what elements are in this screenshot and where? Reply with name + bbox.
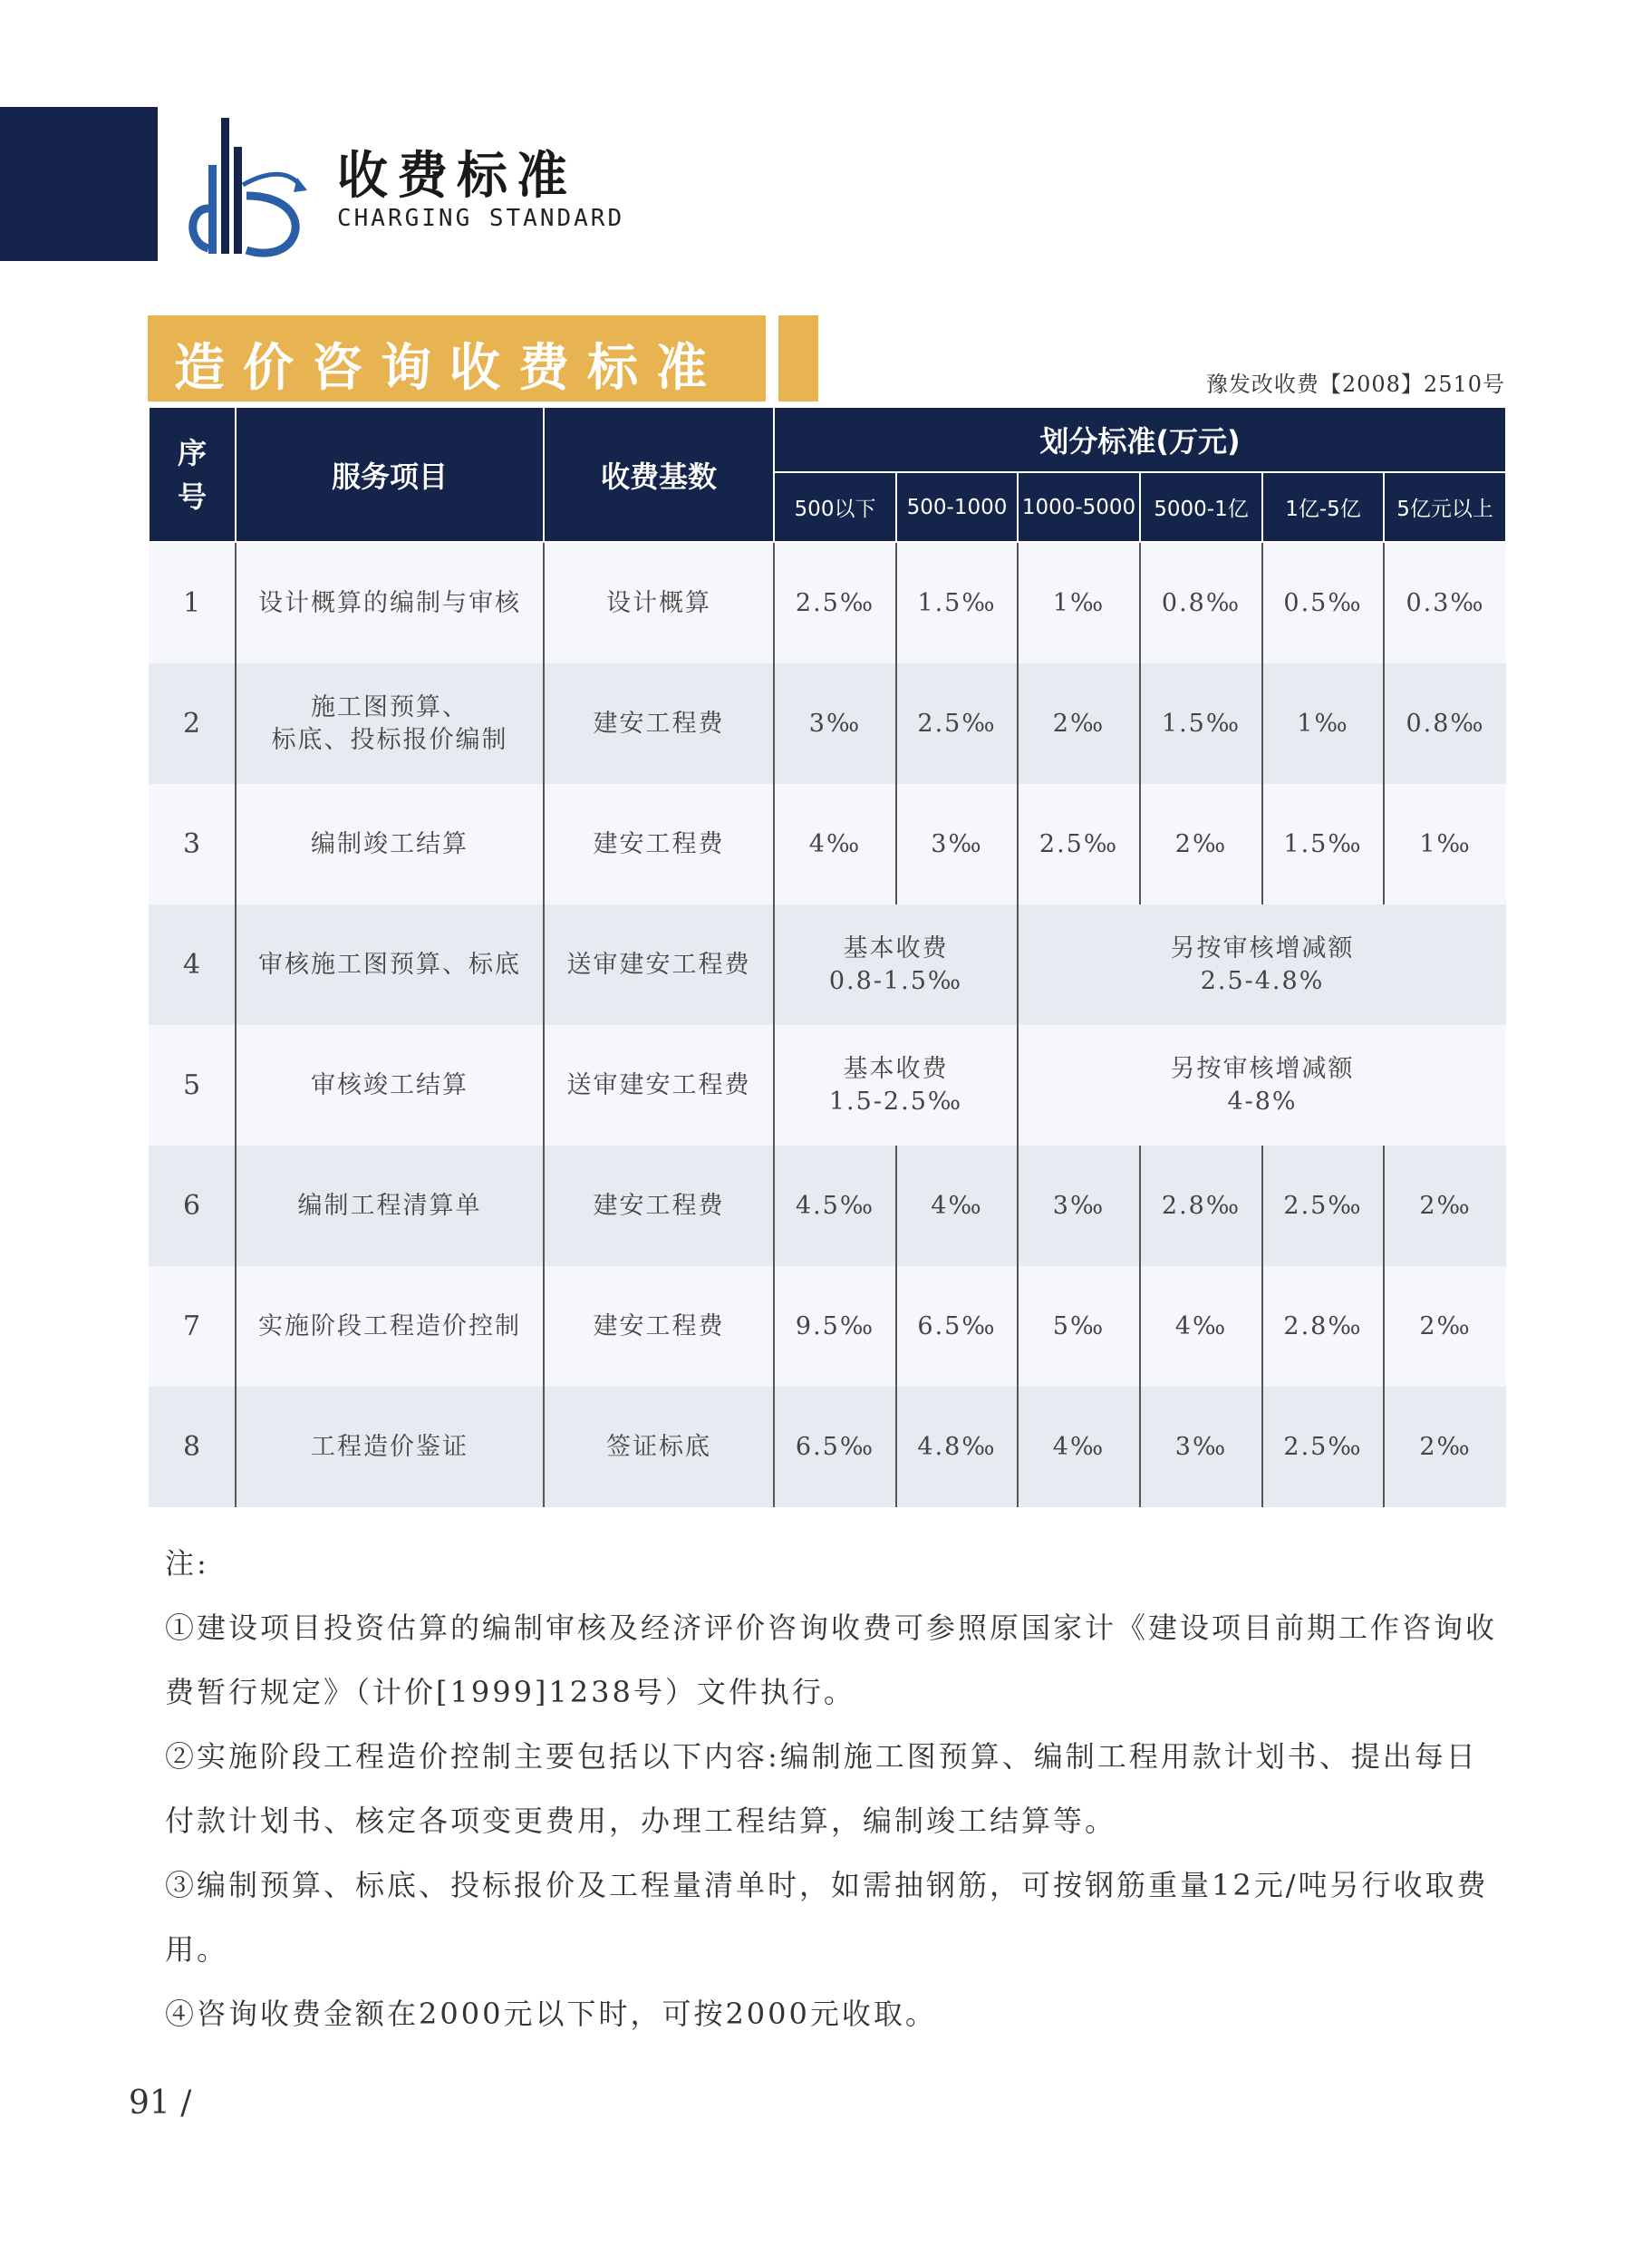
header-tier-group: 划分标准(万元): [774, 407, 1506, 472]
row-rate: 6.5‰: [896, 1266, 1018, 1387]
section-title-tab: [778, 315, 818, 401]
row-service-item: 工程造价鉴证: [236, 1387, 544, 1507]
row-rate: 2.5‰: [1018, 784, 1140, 904]
document-reference: 豫发改收费【2008】2510号: [1205, 372, 1505, 397]
row-basic-fee: [774, 904, 1018, 1025]
row-fee-base: 签证标底: [544, 1387, 774, 1507]
header-subtitle: CHARGING STANDARD: [337, 205, 625, 232]
row-rate: 4‰: [774, 784, 896, 904]
row-index: 3: [149, 784, 236, 904]
company-logo-icon: [181, 107, 308, 261]
row-service-item: 审核竣工结算: [236, 1025, 544, 1146]
row-index: 4: [149, 904, 236, 1025]
row-service-item: 编制竣工结算: [236, 784, 544, 904]
row-fee-base: 建安工程费: [544, 1146, 774, 1266]
header-fee-base: 收费基数: [544, 407, 774, 542]
row-rate: 2‰: [1384, 1146, 1506, 1266]
row-rate: 2.5‰: [774, 542, 896, 663]
row-rate: 3‰: [1018, 1146, 1140, 1266]
extra-fee-label: 另按审核增减额: [1170, 1054, 1355, 1083]
header-tier: 1亿-5亿: [1262, 472, 1384, 542]
row-fee-base: 建安工程费: [544, 1266, 774, 1387]
row-rate: 1.5‰: [896, 542, 1018, 663]
header-tier: 5亿元以上: [1384, 472, 1506, 542]
row-extra-fee: [1018, 1025, 1506, 1146]
row-rate: 4‰: [896, 1146, 1018, 1266]
row-rate: 1‰: [1384, 784, 1506, 904]
row-index: 2: [149, 663, 236, 784]
row-rate: 2‰: [1384, 1266, 1506, 1387]
table-row: [149, 1146, 1506, 1266]
row-rate: 6.5‰: [774, 1387, 896, 1507]
table-row: [149, 1387, 1506, 1507]
row-service-item-line: 施工图预算、: [311, 692, 469, 721]
row-rate: 3‰: [896, 784, 1018, 904]
header-index: 序号: [149, 407, 236, 542]
row-extra-fee: [1018, 904, 1506, 1025]
row-rate: 2‰: [1384, 1387, 1506, 1507]
row-rate: 1.5‰: [1262, 784, 1384, 904]
row-rate: 4.5‰: [774, 1146, 896, 1266]
header-tier: 1000-5000: [1018, 472, 1140, 542]
row-rate: 3‰: [1140, 1387, 1262, 1507]
extra-fee-label: 另按审核增减额: [1170, 933, 1355, 962]
note-item: ①建设项目投资估算的编制审核及经济评价咨询收费可参照原国家计《建设项目前期工作咨询收费暂行规定》（计价[1999]1238号）文件执行。: [165, 1610, 1498, 1709]
row-rate: 2.5‰: [1262, 1146, 1384, 1266]
row-rate: 0.8‰: [1384, 663, 1506, 784]
row-rate: 1‰: [1018, 542, 1140, 663]
row-index: 7: [149, 1266, 236, 1387]
row-service-item: [236, 663, 544, 784]
row-index: 6: [149, 1146, 236, 1266]
header-service-item: 服务项目: [236, 407, 544, 542]
row-basic-fee: [774, 1025, 1018, 1146]
row-rate: 1‰: [1262, 663, 1384, 784]
table-row: [149, 784, 1506, 904]
header-tier: 500以下: [774, 472, 896, 542]
row-rate: 2‰: [1140, 784, 1262, 904]
note-item: ④咨询收费金额在2000元以下时，可按2000元收取。: [165, 1997, 937, 2031]
basic-fee-rate: 0.8-1.5‰: [828, 966, 963, 995]
table-row: [149, 1025, 1506, 1146]
row-service-item-line: 标底、投标报价编制: [271, 725, 508, 754]
row-fee-base: 建安工程费: [544, 784, 774, 904]
row-rate: 0.8‰: [1140, 542, 1262, 663]
row-service-item: 实施阶段工程造价控制: [236, 1266, 544, 1387]
header-title: 收费标准: [337, 147, 576, 206]
basic-fee-label: 基本收费: [843, 933, 949, 962]
row-rate: 4‰: [1140, 1266, 1262, 1387]
row-rate: 0.5‰: [1262, 542, 1384, 663]
notes-heading: 注:: [165, 1546, 209, 1581]
basic-fee-rate: 1.5-2.5‰: [828, 1087, 963, 1116]
extra-fee-rate: 2.5-4.8%: [1200, 966, 1325, 995]
row-fee-base: 设计概算: [544, 542, 774, 663]
row-service-item: 设计概算的编制与审核: [236, 542, 544, 663]
table-row: [149, 1266, 1506, 1387]
row-rate: 4‰: [1018, 1387, 1140, 1507]
extra-fee-rate: 4-8%: [1227, 1087, 1298, 1116]
row-rate: 4.8‰: [896, 1387, 1018, 1507]
row-rate: 1.5‰: [1140, 663, 1262, 784]
row-rate: 0.3‰: [1384, 542, 1506, 663]
row-service-item: 审核施工图预算、标底: [236, 904, 544, 1025]
row-fee-base: 建安工程费: [544, 663, 774, 784]
row-rate: 2.5‰: [896, 663, 1018, 784]
row-fee-base: 送审建安工程费: [544, 904, 774, 1025]
header-tier: 5000-1亿: [1140, 472, 1262, 542]
fee-standard-table: [148, 406, 1507, 1507]
page-number: 91 /: [129, 2084, 192, 2122]
row-fee-base: 送审建安工程费: [544, 1025, 774, 1146]
notes-section: [165, 1532, 1506, 2046]
row-index: 8: [149, 1387, 236, 1507]
header-tier: 500-1000: [896, 472, 1018, 542]
row-rate: 9.5‰: [774, 1266, 896, 1387]
row-rate: 2‰: [1018, 663, 1140, 784]
row-index: 5: [149, 1025, 236, 1146]
basic-fee-label: 基本收费: [843, 1054, 949, 1083]
row-rate: 2.8‰: [1262, 1266, 1384, 1387]
note-item: ②实施阶段工程造价控制主要包括以下内容:编制施工图预算、编制工程用款计划书、提出每日付款计划书、核定各项变更费用，办理工程结算，编制竣工结算等。: [165, 1739, 1478, 1838]
row-rate: 2.8‰: [1140, 1146, 1262, 1266]
header-color-block: [0, 107, 158, 261]
section-title: 造价咨询收费标准: [174, 338, 725, 398]
row-rate: 2.5‰: [1262, 1387, 1384, 1507]
row-service-item: 编制工程清算单: [236, 1146, 544, 1266]
row-rate: 5‰: [1018, 1266, 1140, 1387]
table-row: [149, 663, 1506, 784]
row-rate: 3‰: [774, 663, 896, 784]
note-item: ③编制预算、标底、投标报价及工程量清单时，如需抽钢筋，可按钢筋重量12元/吨另行收取费用。: [165, 1868, 1489, 1967]
table-row: [149, 904, 1506, 1025]
row-index: 1: [149, 542, 236, 663]
table-row: [149, 542, 1506, 663]
